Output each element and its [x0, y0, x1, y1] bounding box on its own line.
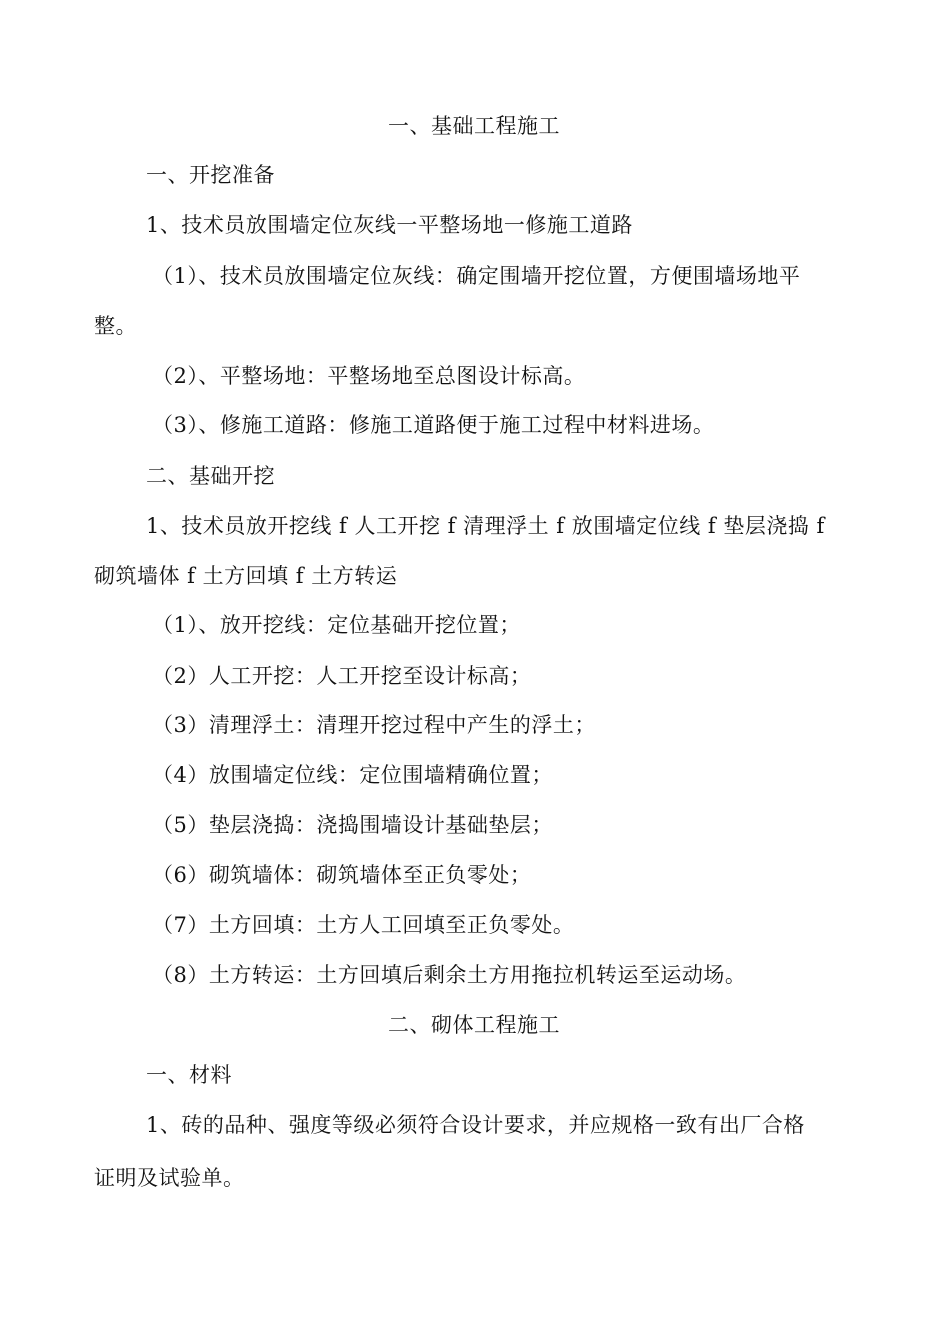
paragraph-prep-item-3: （3）、修施工道路：修施工道路便于施工过程中材料进场。	[152, 413, 715, 437]
paragraph-excavation-item-8: （8）土方转运：土方回填后剩余土方用拖拉机转运至运动场。	[152, 963, 747, 987]
paragraph-excavation-item-2: （2）人工开挖：人工开挖至设计标高；	[152, 664, 532, 688]
paragraph-excavation-steps: 1、技术员放开挖线 f 人工开挖 f 清理浮土 f 放围墙定位线 f 垫层浇捣 f	[146, 514, 825, 538]
paragraph-materials-1-cont: 证明及试验单。	[94, 1166, 245, 1190]
paragraph-excavation-item-1: （1）、放开挖线：定位基础开挖位置；	[152, 613, 521, 637]
paragraph-prep-steps: 1、技术员放围墙定位灰线一平整场地一修施工道路	[146, 213, 633, 237]
paragraph-prep-item-2: （2）、平整场地：平整场地至总图设计标高。	[152, 364, 586, 388]
heading-foundation: 一、基础工程施工	[388, 114, 560, 138]
section-materials: 一、材料	[146, 1063, 232, 1087]
paragraph-prep-item-1: （1）、技术员放围墙定位灰线：确定围墙开挖位置，方便围墙场地平	[152, 264, 801, 288]
paragraph-materials-1: 1、砖的品种、强度等级必须符合设计要求，并应规格一致有出厂合格	[146, 1113, 805, 1137]
paragraph-excavation-item-7: （7）土方回填：土方人工回填至正负零处。	[152, 913, 575, 937]
paragraph-excavation-item-3: （3）清理浮土：清理开挖过程中产生的浮土；	[152, 713, 596, 737]
section-foundation-excavation: 二、基础开挖	[146, 464, 275, 488]
paragraph-excavation-item-5: （5）垫层浇捣：浇捣围墙设计基础垫层；	[152, 813, 553, 837]
paragraph-prep-item-1-cont: 整。	[94, 314, 137, 338]
paragraph-excavation-item-4: （4）放围墙定位线：定位围墙精确位置；	[152, 763, 553, 787]
section-excavation-prep: 一、开挖准备	[146, 163, 275, 187]
heading-masonry: 二、砌体工程施工	[388, 1013, 560, 1037]
paragraph-excavation-item-6: （6）砌筑墙体：砌筑墙体至正负零处；	[152, 863, 532, 887]
paragraph-excavation-steps-cont: 砌筑墙体 f 土方回填 f 土方转运	[94, 564, 398, 588]
